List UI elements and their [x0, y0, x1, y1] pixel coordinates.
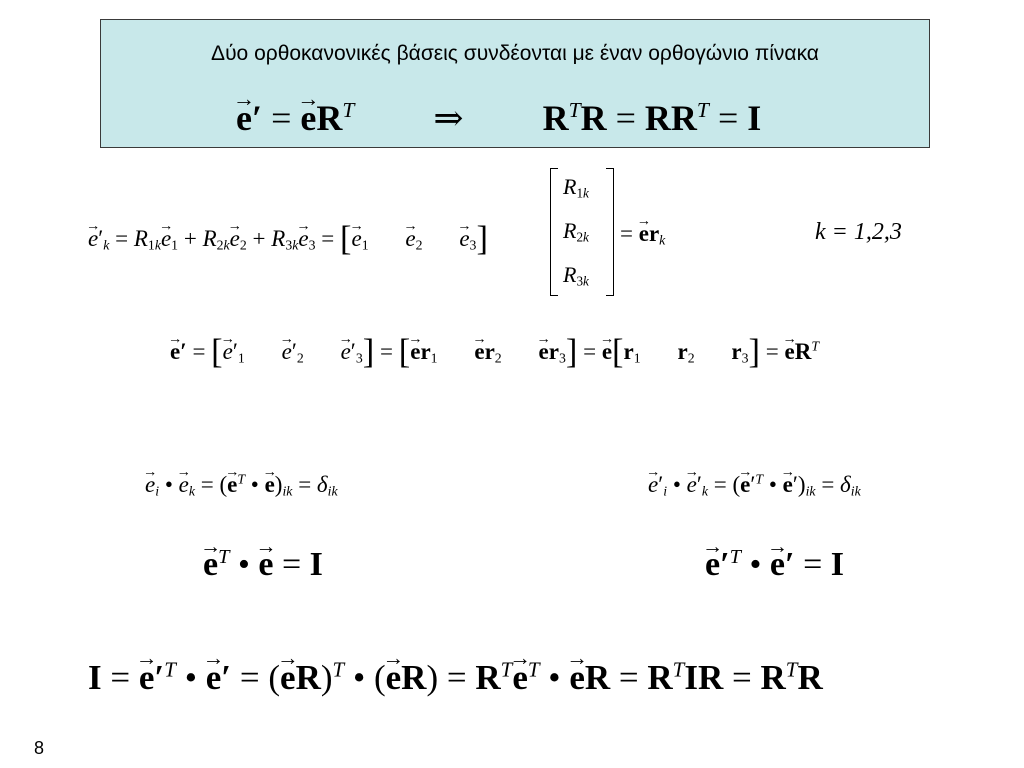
header-equation: → e′ = → $eR^T$ ⇒ $R^TR = RR^T = I$	[236, 100, 761, 136]
column-matrix: $R_{1k}$ $R_{2k}$ $R_{3k}$	[550, 168, 614, 296]
k-range-label: k = 1,2,3	[815, 219, 902, 245]
header-box	[100, 19, 930, 148]
orthonormal-right-equation: → $e'_i$ • → $e'_k$ = (→ $e'^T$ • → $e')_{ik} = \delta_{ik}$	[648, 473, 861, 496]
slide-title: Δύο ορθοκανονικές βάσεις συνδέονται με έναν ορθογώνιο πίνακα	[211, 42, 819, 65]
derivation-equation: I = → $e'^T$ • → e′ = (→ eR)$^T$ • (→ $eR) = R^T\to e^T$ • → eR = $R^TIR = R^TR$	[88, 660, 823, 695]
basis-expansion-result: = → $er_k$	[620, 222, 665, 245]
orthonormal-left-equation: → $e_i$ • → $e_k$ = (→ $e^T$ • → $e)_{ik} = \delta_{ik}$	[145, 473, 338, 496]
basis-matrix-equation: → e′ = [→ $e'_1\to e'_2\to e'_3$] = [→ $er_1\to er_2\to er_3$] = → $e[r_1$ $r_2$ $r_3$] = → $eR^T$	[170, 335, 819, 370]
basis-expansion-equation: → $e'_k = R_{1k}\to e_1 + R_{2k}\to e_2 + R_{3k}\to e_3$ = [→ $e_1\to e_2\to e_3$]	[88, 222, 488, 257]
identity-left-equation: → $e^T$ • → e = I	[203, 548, 323, 582]
identity-right-equation: → $e'^T$ • → e′ = I	[705, 548, 844, 582]
page-number: 8	[34, 738, 45, 758]
